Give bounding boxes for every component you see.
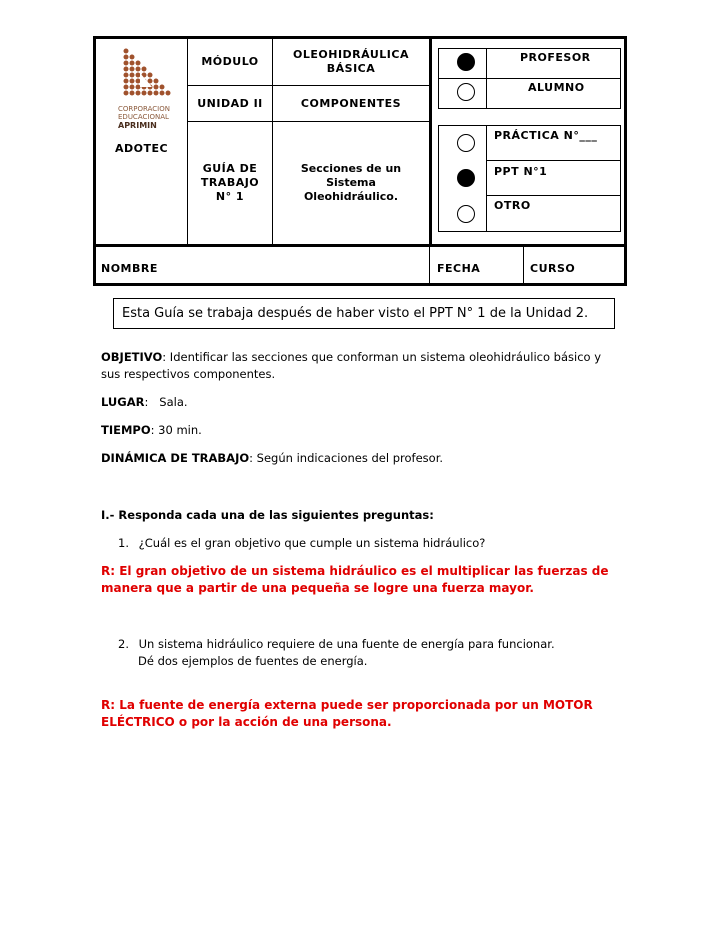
modulo-label: MÓDULO (201, 55, 259, 68)
divider (486, 195, 621, 196)
answer-1-line2: manera que a partir de una pequeña se logre una fuerza mayor. (101, 581, 534, 595)
ppt-label: PPT N°1 (494, 165, 548, 178)
tema-line1: Secciones de un (300, 162, 402, 175)
guia-line3: N° 1 (215, 190, 245, 203)
logo (118, 47, 182, 131)
modulo-value-line2: BÁSICA (326, 62, 376, 75)
tema-value (273, 122, 429, 244)
tiempo (101, 422, 202, 439)
curso-label: CURSO (530, 262, 576, 275)
lugar-text: : Sala. (144, 395, 188, 409)
tiempo-text: : 30 min. (150, 423, 202, 437)
nombre-label: NOMBRE (101, 262, 158, 275)
dinamica-text: : Según indicaciones del profesor. (249, 451, 444, 465)
question-1-number: 1. (118, 536, 129, 550)
question-2 (118, 636, 555, 670)
question-1-text: ¿Cuál es el gran objetivo que cumple un sistema hidráulico? (138, 536, 486, 550)
org-name: ADOTEC (114, 142, 169, 155)
logo-line2: EDUCACIONAL (118, 113, 169, 121)
otro-label: OTRO (494, 199, 531, 212)
practica-label: PRÁCTICA N°___ (494, 129, 598, 142)
objetivo-label: OBJETIVO (101, 350, 163, 364)
logo-line3: APRIMIN (118, 121, 157, 130)
otro-radio[interactable] (457, 205, 475, 223)
divider (486, 160, 621, 161)
alumno-radio[interactable] (457, 83, 475, 101)
divider (523, 246, 524, 286)
tema-line3: Oleohidráulico. (303, 190, 399, 203)
fecha-label: FECHA (437, 262, 481, 275)
objetivo (101, 349, 631, 383)
question-2-number: 2. (118, 637, 129, 651)
ppt-radio[interactable] (457, 169, 475, 187)
objetivo-text2: sus respectivos componentes. (101, 367, 276, 381)
tiempo-label: TIEMPO (101, 423, 151, 437)
alumno-label: ALUMNO (528, 81, 585, 94)
profesor-radio[interactable] (457, 53, 475, 71)
logo-line1: CORPORACION (118, 105, 170, 113)
divider (96, 244, 624, 247)
guia-line2: TRABAJO (200, 176, 260, 189)
divider (486, 125, 487, 232)
answer-2-line2: ELÉCTRICO o por la acción de una persona. (101, 715, 392, 729)
question-2-line2: Dé dos ejemplos de fuentes de energía. (138, 654, 368, 668)
lugar (101, 394, 188, 411)
lugar-label: LUGAR (101, 395, 145, 409)
guide-note: Esta Guía se trabaja después de haber visto el PPT N° 1 de la Unidad 2. (113, 298, 615, 329)
section-title: I.- Responda cada una de las siguientes preguntas: (101, 508, 434, 522)
modulo-value (273, 39, 429, 85)
question-2-line1: Un sistema hidráulico requiere de una fuente de energía para funcionar. (138, 637, 555, 651)
answer-1 (101, 563, 621, 597)
question-1 (118, 535, 485, 552)
logo-mark-icon (118, 47, 182, 101)
guia-line1: GUÍA DE (202, 162, 258, 175)
dinamica-label: DINÁMICA DE TRABAJO (101, 451, 250, 465)
divider (429, 39, 432, 246)
header-table (93, 36, 627, 286)
tema-line2: Sistema (326, 176, 376, 189)
dinamica (101, 450, 443, 467)
answer-2 (101, 697, 621, 731)
answer-2-line1: R: La fuente de energía externa puede ser proporcionada por un MOTOR (101, 698, 593, 712)
practica-radio[interactable] (457, 134, 475, 152)
answer-1-line1: R: El gran objetivo de un sistema hidráulico es el multiplicar las fuerzas de (101, 564, 609, 578)
objetivo-text1: : Identificar las secciones que conforman un sistema oleohidráulico básico y (162, 350, 602, 364)
unidad-label: UNIDAD II (197, 96, 263, 110)
divider (429, 246, 430, 286)
guia-label (188, 122, 272, 244)
profesor-label: PROFESOR (520, 51, 591, 64)
unidad-value: COMPONENTES (300, 96, 402, 110)
modulo-value-line1: OLEOHIDRÁULICA (293, 48, 409, 61)
